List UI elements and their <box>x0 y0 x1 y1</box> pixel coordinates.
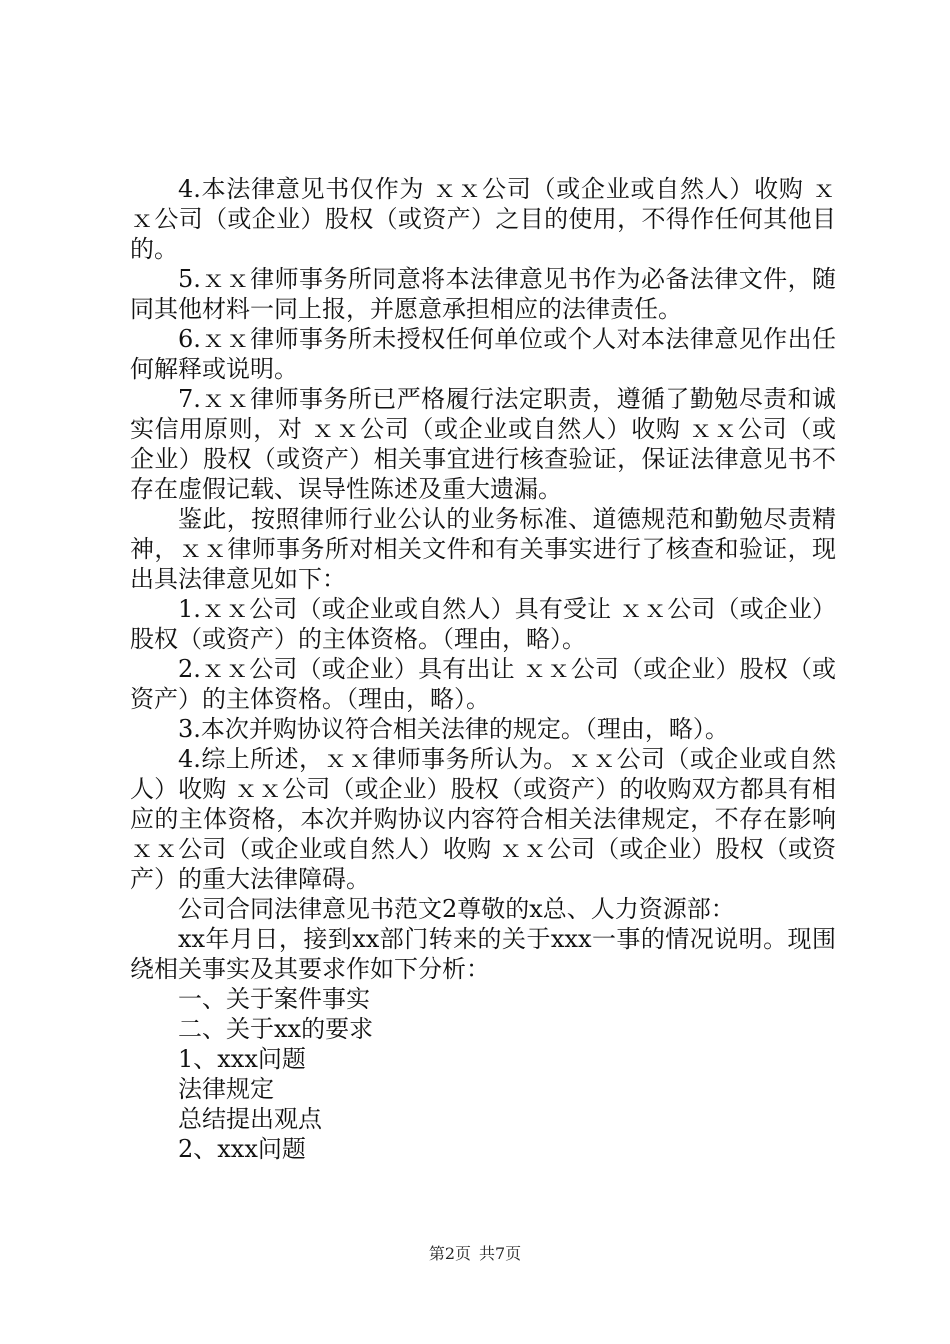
line-summary-opinion: 总结提出观点 <box>178 1105 322 1133</box>
paragraph-opinion-3: 3.本次并购协议符合相关法律的规定。（理由，略）。 <box>178 715 729 743</box>
subheading-issue-2: 2、xxx问题 <box>178 1135 306 1163</box>
paragraph-item-7-duty: 7.ｘｘ律师事务所已严格履行法定职责，遵循了勤勉尽责和诚实信用原则，对 ｘｘ公司（或企业或自然人）收购 ｘｘ公司（或企业）股权（或资产）相关事宜进行核查验证，保证法律意见书不存在虚假记载、误导性陈述及重大遗漏。 <box>130 385 836 503</box>
page-total: 共7页 <box>479 1244 522 1263</box>
page-footer <box>0 1244 950 1264</box>
heading-requirements: 二、关于xx的要求 <box>178 1015 374 1043</box>
page-number: 第2页 <box>428 1244 471 1263</box>
heading-case-facts: 一、关于案件事实 <box>178 985 370 1013</box>
document-body <box>130 174 844 1164</box>
paragraph-opinion-intro: 鉴此，按照律师行业公认的业务标准、道德规范和勤勉尽责精神，ｘｘ律师事务所对相关文件和有关事实进行了核查和验证，现出具法律意见如下： <box>130 505 836 593</box>
subheading-issue-1: 1、xxx问题 <box>178 1045 306 1073</box>
paragraph-opinion-4-conclusion: 4.综上所述，ｘｘ律师事务所认为。ｘｘ公司（或企业或自然人）收购 ｘｘ公司（或企业）股权（或资产）的收购双方都具有相应的主体资格，本次并购协议内容符合相关法律规定，不存在影响 ｘｘ公司（或企业或自然人）收购 ｘｘ公司（或企业）股权（或资产）的重大法律障碍。 <box>130 745 844 893</box>
paragraph-template-2-salutation: 公司合同法律意见书范文2尊敬的x总、人力资源部： <box>178 895 735 923</box>
paragraph-opinion-1: 1.ｘｘ公司（或企业或自然人）具有受让 ｘｘ公司（或企业）股权（或资产）的主体资格。（理由，略）。 <box>130 595 836 653</box>
paragraph-item-5-submission: 5.ｘｘ律师事务所同意将本法律意见书作为必备法律文件，随同其他材料一同上报，并愿意承担相应的法律责任。 <box>130 265 836 323</box>
paragraph-item-4-use-limit: 4.本法律意见书仅作为 ｘｘ公司（或企业或自然人）收购 ｘｘ公司（或企业）股权（或资产）之目的使用，不得作任何其他目的。 <box>130 175 836 263</box>
paragraph-situation: xx年月日，接到xx部门转来的关于xxx一事的情况说明。现围绕相关事实及其要求作如下分析： <box>130 925 836 983</box>
line-legal-provisions: 法律规定 <box>178 1075 274 1103</box>
paragraph-opinion-2: 2.ｘｘ公司（或企业）具有出让 ｘｘ公司（或企业）股权（或资产）的主体资格。（理由，略）。 <box>130 655 836 713</box>
paragraph-item-6-no-authorization: 6.ｘｘ律师事务所未授权任何单位或个人对本法律意见作出任何解释或说明。 <box>130 325 836 383</box>
